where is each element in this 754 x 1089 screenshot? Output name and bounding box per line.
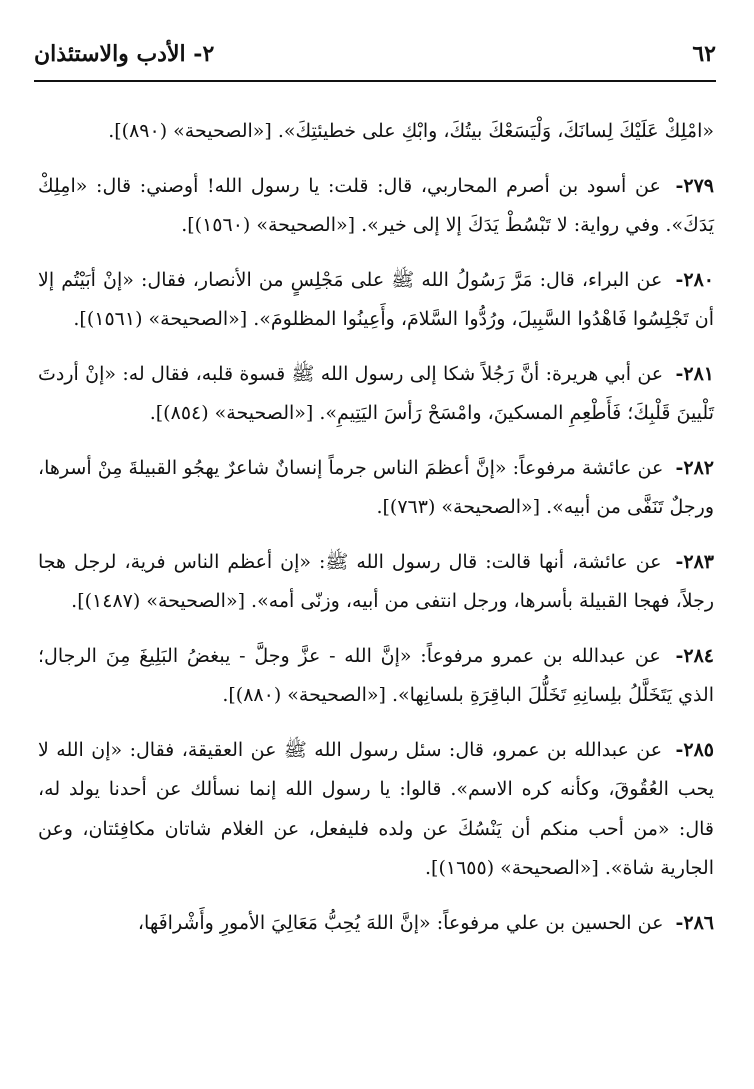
hadith-text: عن عائشة، أنها قالت: قال رسول الله ﷺ: «إن أعظم الناس فرية، لرجل هجا رجلاً، فهجا القبيلة بأسرها، ورجل انتفى من أبيه، وزنّى أمه». [38, 550, 714, 612]
hadith-source: [«الصحيحة» (٨٨٠)]. [222, 684, 386, 706]
hadith-source: [«الصحيحة» (١٥٦١)]. [73, 308, 248, 330]
hadith-text: عن عبدالله بن عمرو مرفوعاً: «إنَّ الله - عزَّ وجلَّ - يبغضُ البَلِيغَ مِنَ الرجال؛ الذي يَتَخَلَّلُ بلِسانِهِ تَخَلُّلَ الباقِرَةِ بلسانِها». [38, 644, 714, 706]
page-number: ٦٢ [692, 41, 716, 67]
hadith-number: ٢٨١- [675, 362, 714, 385]
hadith-text: عن عبدالله بن عمرو، قال: سئل رسول الله ﷺ عن العقيقة، فقال: «إن الله لا يحب العُقُوقَ، وكأنه كره الاسم». قالوا: يا رسول الله إنما نسألك عن أحدنا يولد له، قال: «من أحب منكم أن يَنْسُكَ عن ولده فليفعل، عن الغلام شاتان مكافِئتان، وعن الجارية شاة». [38, 738, 714, 879]
hadith-text: «امْلِكْ عَلَيْكَ لِسانَكَ، وَلْيَسَعْكَ بيتُكَ، وابْكِ على خطيئتِكَ». [277, 120, 714, 142]
hadith-number: ٢٨٤- [675, 644, 714, 667]
hadith-paragraph [38, 355, 714, 434]
hadith-source: [«الصحيحة» (٨٩٠)]. [108, 120, 272, 142]
hadith-source: [«الصحيحة» (٧٦٣)]. [376, 496, 541, 518]
hadith-paragraph [38, 904, 714, 944]
hadith-number: ٢٧٩- [675, 174, 715, 197]
hadith-text: عن أسود بن أصرم المحاربي، قال: قلت: يا رسول الله! أوصني: قال: «امِلِكْ يَدَكَ». وفي رواية: لا تَبْسُطْ يَدَكَ إلا إلى خير». [38, 174, 714, 236]
hadith-number: ٢٨٠- [675, 268, 714, 291]
hadith-paragraph [38, 261, 714, 340]
hadith-number: ٢٨٥- [675, 738, 714, 761]
hadith-text: عن الحسين بن علي مرفوعاً: «إنَّ اللهَ يُحِبُّ مَعَالِيَ الأمورِ وأَشْرافَها، [137, 911, 664, 934]
page-header [34, 34, 716, 74]
page-body [38, 112, 714, 958]
hadith-paragraph [38, 167, 714, 246]
hadith-number: ٢٨٣- [675, 550, 714, 573]
hadith-source: [«الصحيحة» (٨٥٤)]. [149, 402, 314, 424]
hadith-paragraph [38, 731, 714, 889]
hadith-source: [«الصحيحة» (١٤٨٧)]. [71, 590, 245, 612]
hadith-source: [«الصحيحة» (١٦٥٥)]. [425, 857, 599, 879]
hadith-number: ٢٨٢- [675, 456, 714, 479]
hadith-paragraph [38, 637, 714, 716]
hadith-paragraph [38, 449, 714, 528]
hadith-text: عن البراء، قال: مَرَّ رَسُولُ الله ﷺ على مَجْلِسٍ من الأنصار، فقال: «إنْ أبَيْتُم إلا أن تَجْلِسُوا فَاهْدُوا السَّبِيلَ، ورُدُّوا السَّلامَ، وأَعِينُوا المظلومَ». [38, 268, 714, 330]
hadith-paragraph [38, 112, 714, 152]
hadith-text: عن عائشة مرفوعاً: «إنَّ أعظمَ الناس جرماً إنسانٌ شاعرٌ يهجُو القبيلةَ مِنْ أسرها، ورجلٌ تَنَفَّى من أبيه». [38, 456, 714, 518]
hadith-number: ٢٨٦- [675, 911, 714, 934]
hadith-source: [«الصحيحة» (١٥٦٠)]. [181, 214, 356, 236]
hadith-text: عن أبي هريرة: أنَّ رَجُلاً شكا إلى رسول الله ﷺ قسوة قلبه، فقال له: «إنْ أردتَ تَلْيينَ قَلْبِكَ؛ فَأَطْعِمِ المسكينَ، وامْسَحْ رَأسَ اليَتِيمِ». [38, 362, 714, 424]
header-divider [34, 80, 716, 82]
chapter-title: ٢- الأدب والاستئذان [34, 41, 215, 67]
hadith-paragraph [38, 543, 714, 622]
